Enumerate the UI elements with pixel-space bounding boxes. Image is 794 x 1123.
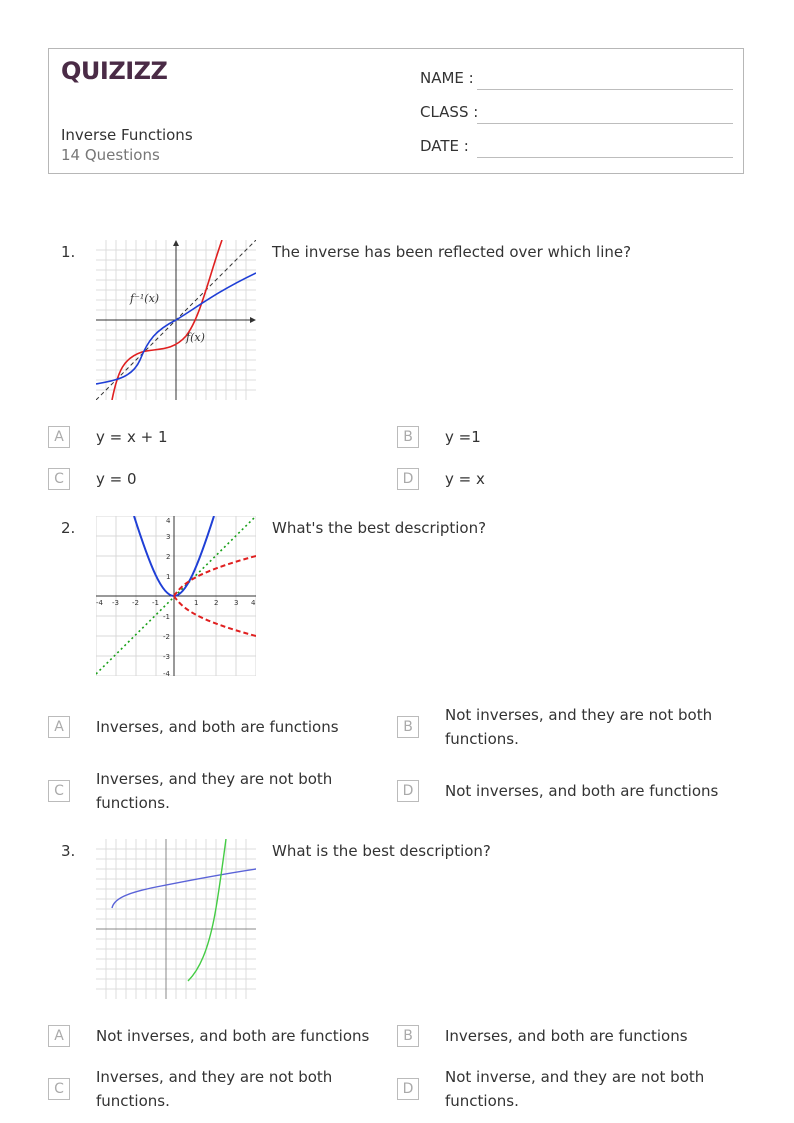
date-label: DATE :: [420, 137, 469, 155]
q2-xtick: 4: [251, 599, 256, 607]
q2-xtick: -2: [132, 599, 139, 607]
q2-ytick: 3: [166, 533, 171, 541]
q2-option-a-letter[interactable]: A: [48, 716, 70, 738]
q2-option-d-letter[interactable]: D: [397, 780, 419, 802]
q3-option-c-letter[interactable]: C: [48, 1078, 70, 1100]
q2-ytick: -3: [163, 653, 170, 661]
q2-xtick: 3: [234, 599, 239, 607]
question-3-number: 3.: [61, 842, 76, 860]
q1-option-b-text[interactable]: y =1: [445, 428, 481, 446]
name-line[interactable]: [477, 89, 733, 90]
q2-option-b-text[interactable]: Not inverses, and they are not both functions.: [445, 706, 713, 748]
question-3-text: What is the best description?: [272, 842, 491, 860]
q3-option-c-text[interactable]: Inverses, and they are not both functions.: [96, 1068, 333, 1110]
question-2-text: What's the best description?: [272, 519, 487, 537]
worksheet-title: Inverse Functions: [61, 126, 193, 144]
q2-ytick: -1: [163, 613, 170, 621]
q1-option-c-letter[interactable]: C: [48, 468, 70, 490]
q2-option-c-letter[interactable]: C: [48, 780, 70, 802]
question-1-text: The inverse has been reflected over which line?: [272, 243, 632, 261]
question-2-graph: [96, 516, 256, 676]
finv-label: f⁻¹(x): [130, 292, 160, 305]
q1-option-b-letter[interactable]: B: [397, 426, 419, 448]
class-label: CLASS :: [420, 103, 479, 121]
q3-option-d-letter[interactable]: D: [397, 1078, 419, 1100]
q2-ytick: 2: [166, 553, 171, 561]
q1-option-a-letter[interactable]: A: [48, 426, 70, 448]
q3-option-d-text[interactable]: Not inverse, and they are not both functions.: [445, 1068, 705, 1110]
question-1-graph: [96, 240, 256, 400]
q1-option-d-text[interactable]: y = x: [445, 470, 485, 488]
q1-option-c-text[interactable]: y = 0: [96, 470, 137, 488]
q1-option-d-letter[interactable]: D: [397, 468, 419, 490]
worksheet-header: [48, 48, 744, 174]
q2-ytick: 4: [166, 517, 171, 525]
q3-option-b-text[interactable]: Inverses, and both are functions: [445, 1027, 688, 1045]
q2-option-d-text[interactable]: Not inverses, and both are functions: [445, 782, 719, 800]
q2-ytick: 1: [166, 573, 171, 581]
date-line[interactable]: [477, 157, 733, 158]
q3-option-a-text[interactable]: Not inverses, and both are functions: [96, 1027, 370, 1045]
q2-option-a-text[interactable]: Inverses, and both are functions: [96, 718, 339, 736]
question-1-number: 1.: [61, 243, 76, 261]
q2-xtick: -4: [96, 599, 103, 607]
q2-ytick: -2: [163, 633, 170, 641]
q3-option-a-letter[interactable]: A: [48, 1025, 70, 1047]
class-line[interactable]: [477, 123, 733, 124]
q2-xtick: -3: [112, 599, 119, 607]
question-2-number: 2.: [61, 519, 76, 537]
q2-xtick: -1: [152, 599, 159, 607]
q2-xtick: 1: [194, 599, 199, 607]
q2-option-c-text[interactable]: Inverses, and they are not both functions.: [96, 770, 333, 812]
question-3-graph: [96, 839, 256, 999]
quizizz-logo: QUIZIZZ: [61, 57, 168, 85]
q1-option-a-text[interactable]: y = x + 1: [96, 428, 168, 446]
q3-option-b-letter[interactable]: B: [397, 1025, 419, 1047]
q2-ytick: -4: [163, 670, 170, 676]
q2-xtick: 2: [214, 599, 219, 607]
f-label: f(x): [186, 331, 205, 344]
name-label: NAME :: [420, 69, 474, 87]
q2-option-b-letter[interactable]: B: [397, 716, 419, 738]
question-count: 14 Questions: [61, 146, 160, 164]
